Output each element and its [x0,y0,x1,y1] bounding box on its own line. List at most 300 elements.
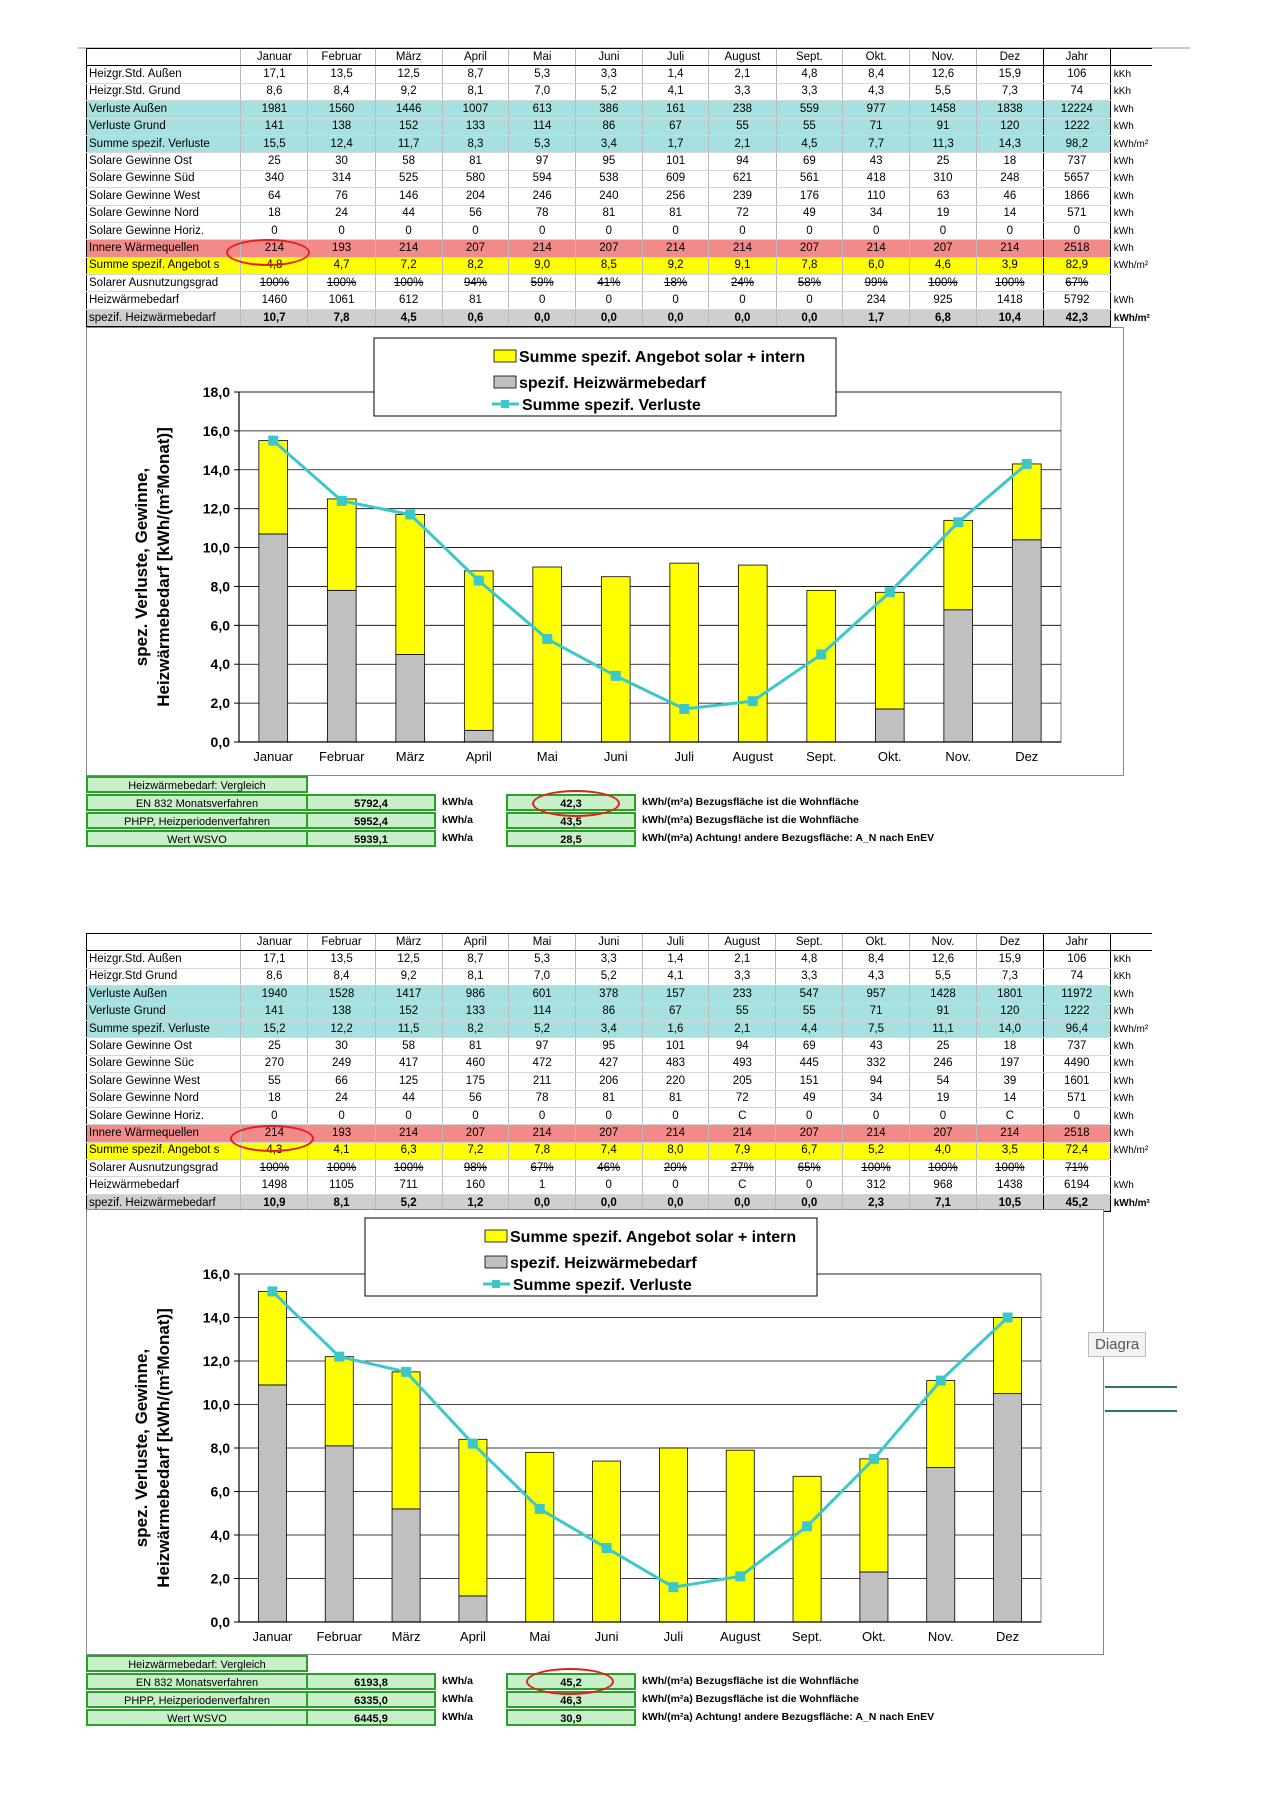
table-header-row [87,934,1153,951]
table-cell: 204 [442,188,509,205]
table-cell: 81 [575,1090,642,1107]
table-row [87,101,1153,118]
table-cell: 1 [509,1177,576,1194]
table-cell: 19 [910,205,977,222]
table-cell: 5,2 [843,1142,910,1159]
legend-label-losses: Summe spezif. Verluste [513,1277,692,1294]
legend-label-demand: spezif. Heizwärmebedarf [510,1255,697,1272]
table-cell: 44 [375,205,442,222]
table-row [87,1038,1153,1055]
bar-supply [601,577,630,742]
line-marker [542,634,552,644]
month-header: Februar [308,934,375,951]
table-cell: 1458 [910,101,977,118]
legend-label-supply: Summe spezif. Angebot solar + intern [519,349,806,366]
unit-header [1110,49,1152,66]
table-cell: 8,6 [241,83,308,100]
bar-supply [994,1318,1022,1394]
table-cell: 332 [843,1055,910,1072]
table-cell: 56 [442,205,509,222]
table-cell: 8,4 [308,968,375,985]
table-cell: 6,8 [910,309,977,326]
table-cell: 561 [776,170,843,187]
row-label: Solare Gewinne Nord [87,205,241,222]
table-cell: 1940 [241,986,308,1003]
table-cell: 4,6 [910,257,977,274]
row-unit: kWh [1110,205,1152,222]
table-cell: 7,1 [910,1194,977,1211]
table-cell: 9,0 [509,257,576,274]
table-cell: 45,2 [1043,1194,1110,1211]
line-marker [468,1439,478,1449]
table-cell: 1417 [375,986,442,1003]
table-cell: 4,7 [308,257,375,274]
table-cell: 1498 [241,1177,308,1194]
table-cell: 7,5 [843,1020,910,1037]
y-tick-label: 8,0 [210,578,230,595]
row-unit: kWh [1110,986,1152,1003]
compare-unit: kWh/a [442,796,473,808]
table-row [87,1073,1153,1090]
highlight-oval-table2 [230,1125,314,1152]
y-axis-label-line2: Heizwärmebedarf [kWh/(m²Monat)] [154,427,173,707]
table-cell: 4,1 [642,83,709,100]
table-cell: 0 [509,292,576,309]
table-cell: 0 [375,222,442,239]
table-cell: 193 [308,1125,375,1142]
table-cell: 95 [576,153,643,170]
row-label: Summe spezif. Verluste [87,1020,241,1037]
table-cell: 214 [976,1125,1043,1142]
table-cell: 5,2 [509,1020,576,1037]
month-header: Okt. [843,49,910,66]
x-tick-label: April [459,1629,486,1644]
table-cell: 133 [442,1003,509,1020]
row-label: Solare Gewinne Horiz. [87,222,241,239]
bar-demand [392,1509,420,1622]
table-cell: 67 [642,118,709,135]
table-cell: 106 [1043,951,1110,968]
table-cell: 0 [1043,222,1110,239]
row-label: Heizwärmebedarf [87,292,241,309]
table-cell: 214 [642,240,709,257]
table-cell: 8,4 [843,951,910,968]
month-header: Okt. [843,934,910,951]
x-tick-label: Januar [253,749,294,764]
table-cell: 39 [976,1073,1043,1090]
table-cell: 0 [576,222,643,239]
row-unit: kWh/m² [1110,135,1152,152]
table-cell: 81 [442,1038,509,1055]
row-unit: kWh [1110,222,1152,239]
table-cell: 609 [642,170,709,187]
table-cell: 445 [776,1055,843,1072]
bar-demand [927,1468,955,1622]
table-cell: 737 [1043,1038,1110,1055]
table-cell: 7,0 [509,83,576,100]
table-cell: 547 [776,986,843,1003]
table-cell: C [709,1177,776,1194]
table-cell: 120 [976,1003,1043,1020]
bar-demand [258,1385,286,1622]
y-tick-label: 14,0 [202,1309,230,1326]
data-table-1 [86,48,1152,327]
table-cell: 78 [509,1090,576,1107]
highlight-oval-compare1 [532,790,620,817]
y-tick-label: 12,0 [202,1353,230,1369]
row-label: Solare Gewinne Ost [87,1038,241,1055]
corner-cell [87,49,241,66]
x-tick-label: Juli [674,749,695,764]
table-cell: 220 [642,1073,709,1090]
month-header: Juli [642,49,709,66]
line-marker [405,510,415,520]
compare-note: kWh/(m²a) Bezugsfläche ist die Wohnfläche [642,1693,859,1705]
table-cell: 20% [642,1160,709,1177]
legend-swatch-demand [485,1256,507,1268]
row-label: Solarer Ausnutzungsgrad [87,275,241,292]
table-cell: 72 [709,1090,776,1107]
table-cell: 24 [308,1090,375,1107]
data-table-2 [86,933,1152,1212]
table-cell: 5,5 [910,83,977,100]
table-cell: 1,4 [642,951,709,968]
month-header: Nov. [910,934,977,951]
table-cell: 74 [1043,83,1110,100]
table-cell: 9,2 [642,257,709,274]
table-cell: 101 [642,153,709,170]
y-tick-label: 2,0 [210,695,230,712]
table-cell: 114 [509,1003,576,1020]
y-tick-label: 12,0 [202,500,230,517]
table-cell: 6,7 [776,1142,843,1159]
line-marker [1003,1313,1013,1323]
table-cell: 4,3 [241,1142,308,1159]
row-label: Heizgr.Std. Außen [87,951,241,968]
table-cell: 8,1 [442,83,509,100]
table-cell: 214 [375,1125,442,1142]
x-tick-label: April [465,749,492,764]
bar-supply [1012,464,1041,540]
month-header: August [709,934,776,951]
table-cell: 0 [575,1177,642,1194]
table-cell: 207 [442,240,509,257]
table-cell: 76 [308,188,375,205]
table-cell: 0 [776,1107,843,1124]
table-cell: 214 [709,1125,776,1142]
line-marker [816,650,826,660]
row-label: Heizgr.Std. Außen [87,66,241,83]
table-cell: 58 [375,1038,442,1055]
table-cell: 0,0 [709,309,776,326]
table-cell: 246 [910,1055,977,1072]
side-line-2 [1105,1410,1177,1412]
month-header: März [375,49,442,66]
table-cell: 612 [375,292,442,309]
table-cell: 1438 [976,1177,1043,1194]
table-cell: 11,3 [910,135,977,152]
table-cell: 110 [843,188,910,205]
table-cell: 214 [241,1125,308,1142]
table-cell: 146 [375,188,442,205]
compare-kwh: 5952,4 [306,812,436,829]
table-row [87,153,1153,170]
table-cell: 957 [843,986,910,1003]
table-cell: 207 [910,1125,977,1142]
table-row [87,188,1153,205]
table-cell: 8,4 [843,66,910,83]
table-cell: 472 [509,1055,576,1072]
row-unit: kWh [1110,101,1152,118]
row-label: Solare Gewinne Süc [87,1055,241,1072]
row-unit: kWh/m² [1110,309,1152,326]
table-cell: 6194 [1043,1177,1110,1194]
table-cell: 11,1 [910,1020,977,1037]
x-tick-label: Juni [594,1629,619,1644]
table-cell: 8,2 [442,1020,509,1037]
table-cell: 1,2 [442,1194,509,1211]
table-cell: 8,6 [241,968,308,985]
table-cell: 2,1 [709,951,776,968]
table-cell: 7,8 [776,257,843,274]
table-cell: 5,2 [375,1194,442,1211]
bar-supply [726,1450,754,1622]
table-cell: 157 [642,986,709,1003]
line-marker [611,671,621,681]
table-cell: 0,0 [709,1194,776,1211]
table-cell: 4,5 [776,135,843,152]
table-cell: 176 [776,188,843,205]
table-cell: 55 [776,1003,843,1020]
table-cell: 100% [375,1160,442,1177]
table-cell: 427 [575,1055,642,1072]
table-row [87,66,1153,83]
bar-demand [396,655,425,743]
table-cell: 49 [776,1090,843,1107]
compare-spec: 30,9 [506,1709,636,1726]
year-header: Jahr [1043,934,1110,951]
table-cell: 71% [1043,1160,1110,1177]
bar-demand [1012,540,1041,742]
legend-label-supply: Summe spezif. Angebot solar + intern [510,1229,797,1246]
row-label: Verluste Außen [87,101,241,118]
row-unit: kKh [1110,951,1152,968]
table-cell: 460 [442,1055,509,1072]
table-cell: 5,2 [575,968,642,985]
bar-supply [738,565,767,742]
table-row [87,83,1153,100]
row-unit: kWh [1110,1073,1152,1090]
line-marker [535,1504,545,1514]
table-cell: 3,3 [575,951,642,968]
table-cell: 4490 [1043,1055,1110,1072]
table-cell: 214 [509,240,576,257]
line-marker [267,1286,277,1296]
table-cell: 1,7 [642,135,709,152]
table-row [87,135,1153,152]
line-marker [268,436,278,446]
table-cell: 160 [442,1177,509,1194]
y-tick-label: 16,0 [202,1266,230,1282]
compare-note: kWh/(m²a) Achtung! andere Bezugsfläche: A_N nach EnEV [642,832,935,844]
x-tick-label: Mai [536,749,558,764]
compare-kwh: 6335,0 [306,1691,436,1708]
table-cell: 0 [843,222,910,239]
table-cell: 141 [241,118,308,135]
y-tick-label: 10,0 [202,1396,230,1413]
table-cell: 0 [241,222,308,239]
bar-supply [807,590,836,742]
row-label: Verluste Außen [87,986,241,1003]
row-unit: kWh [1110,1107,1152,1124]
table-cell: 100% [308,1160,375,1177]
table-cell: 15,9 [976,951,1043,968]
x-tick-label: August [732,749,773,764]
compare-spec: 42,3 [506,794,636,811]
plot-area [239,392,1061,742]
unit-header [1110,934,1152,951]
compare-method: EN 832 Monatsverfahren [86,1673,308,1690]
compare-unit: kWh/a [442,1711,473,1723]
chart-2[interactable] [86,1209,1104,1655]
month-header: Januar [241,49,308,66]
table-cell: 249 [308,1055,375,1072]
month-header: März [375,934,442,951]
table-cell: 312 [843,1177,910,1194]
table-cell: 12,6 [910,66,977,83]
line-marker [953,517,963,527]
table-cell: 0 [642,1107,709,1124]
table-cell: 18 [241,205,308,222]
table-cell: 417 [375,1055,442,1072]
table-cell: 25 [910,1038,977,1055]
table-cell: 5657 [1043,170,1110,187]
table-cell: 58% [776,275,843,292]
bar-supply [459,1439,487,1596]
table-cell: 13,5 [308,66,375,83]
diagram-side-tab[interactable]: Diagra [1088,1332,1146,1357]
table-cell: 3,4 [575,1020,642,1037]
y-tick-label: 2,0 [210,1570,230,1587]
comparison-1 [86,776,1186,856]
table-cell: 81 [642,205,709,222]
table-cell: 594 [509,170,576,187]
table-cell: 8,3 [442,135,509,152]
table-cell: 11,5 [375,1020,442,1037]
bar-demand [325,1446,353,1622]
y-tick-label: 18,0 [202,384,230,400]
table-cell: 525 [375,170,442,187]
table-cell: 4,8 [776,951,843,968]
table-cell: 86 [575,1003,642,1020]
table-cell: 69 [776,153,843,170]
compare-unit: kWh/a [442,1675,473,1687]
table-row [87,118,1153,135]
table-cell: 205 [709,1073,776,1090]
table-cell: 100% [910,1160,977,1177]
table-cell: 7,0 [509,968,576,985]
line-marker [401,1367,411,1377]
chart-1[interactable] [86,327,1124,776]
table-cell: 3,3 [709,968,776,985]
table-row [87,1055,1153,1072]
table-cell: 9,1 [709,257,776,274]
table-cell: 0 [1043,1107,1110,1124]
bar-supply [533,567,562,742]
table-cell: 0 [642,222,709,239]
row-unit: kWh [1110,1055,1152,1072]
x-tick-label: Dez [996,1629,1020,1644]
table-cell: 3,3 [709,83,776,100]
bar-demand [464,730,493,742]
table-cell: 120 [976,118,1043,135]
table-cell: 214 [509,1125,576,1142]
compare-note: kWh/(m²a) Bezugsfläche ist die Wohnfläche [642,814,859,826]
bar-supply [875,592,904,709]
table-cell: 4,1 [642,968,709,985]
year-header: Jahr [1043,49,1110,66]
y-tick-label: 4,0 [210,1527,230,1543]
compare-unit: kWh/a [442,1693,473,1705]
table-cell: 175 [442,1073,509,1090]
bar-supply [464,571,493,730]
table-row [87,1020,1153,1037]
table-cell: 72,4 [1043,1142,1110,1159]
compare-method: Wert WSVO [86,830,308,847]
table-cell: 19 [910,1090,977,1107]
bar-supply [526,1452,554,1622]
row-unit: kKh [1110,66,1152,83]
table-cell: 14,0 [976,1020,1043,1037]
y-axis-label-line1: spez. Verluste, Gewinne, [132,467,151,667]
compare-method: PHPP, Heizperiodenverfahren [86,1691,308,1708]
table-cell: 4,0 [910,1142,977,1159]
table-cell: 233 [709,986,776,1003]
table-cell: 493 [709,1055,776,1072]
row-label: Verluste Grund [87,118,241,135]
table-cell: 55 [709,1003,776,1020]
table-cell: 0,6 [442,309,509,326]
row-unit: kWh/m² [1110,1142,1152,1159]
table-cell: 100% [910,275,977,292]
table-cell: 18 [976,153,1043,170]
table-cell: 0 [776,1177,843,1194]
table-cell: 100% [976,275,1043,292]
table-cell: 986 [442,986,509,1003]
table-cell: 12,2 [308,1020,375,1037]
table-cell: 141 [241,1003,308,1020]
table-cell: 0 [576,292,643,309]
table-cell: 240 [576,188,643,205]
table-cell: 2518 [1043,1125,1110,1142]
table-cell: 977 [843,101,910,118]
table-cell: 12224 [1043,101,1110,118]
table-cell: 24 [308,205,375,222]
table-cell: 234 [843,292,910,309]
table-row [87,1090,1153,1107]
table-cell: 67 [642,1003,709,1020]
table-cell: C [976,1107,1043,1124]
compare-kwh: 5792,4 [306,794,436,811]
table-cell: 5,5 [910,968,977,985]
table-cell: 214 [843,1125,910,1142]
table-cell: 7,2 [442,1142,509,1159]
table-row [87,222,1153,239]
table-cell: 6,3 [375,1142,442,1159]
x-tick-label: März [391,1629,421,1644]
compare-kwh: 6445,9 [306,1709,436,1726]
table-cell: 55 [776,118,843,135]
